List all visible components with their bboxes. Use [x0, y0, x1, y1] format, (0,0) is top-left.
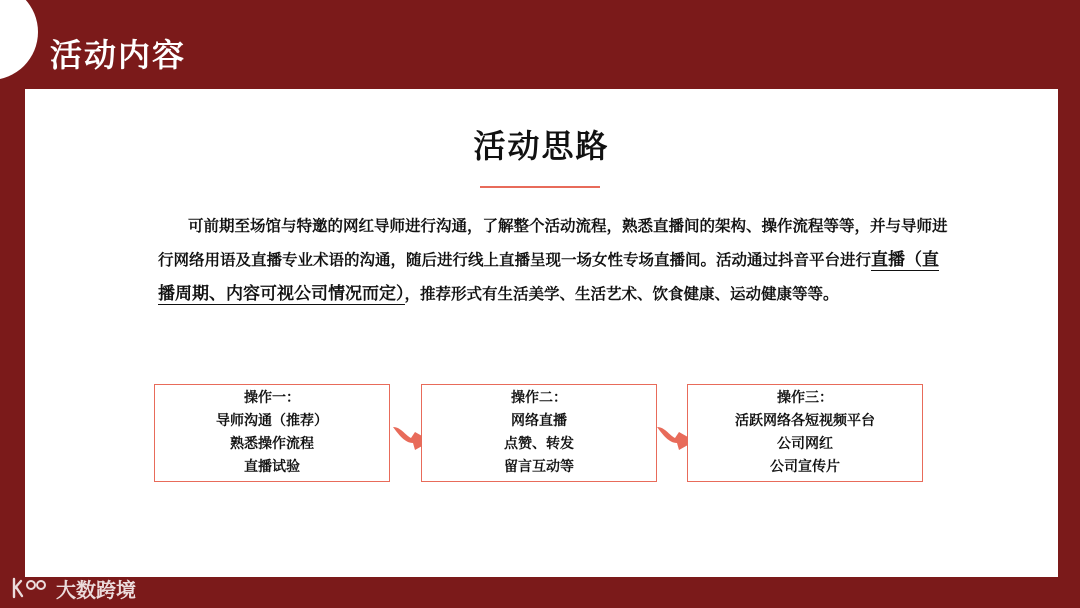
k100-logo-icon — [10, 576, 50, 600]
description-emphasis: 直播（直播周期、内容可视公司情况而定） — [158, 250, 940, 304]
operation-line: 导师沟通（推荐） — [216, 413, 328, 429]
title-underline — [480, 186, 600, 188]
operation-box-3 — [687, 384, 923, 482]
operation-line: 熟悉操作流程 — [230, 436, 314, 452]
section-title: 活动思路 — [473, 127, 610, 165]
operation-title: 操作一： — [244, 390, 300, 406]
operation-line: 公司网红 — [777, 436, 833, 452]
operation-line: 公司宣传片 — [770, 459, 840, 475]
operation-box-1 — [154, 384, 390, 482]
operation-line: 留言互动等 — [504, 459, 574, 475]
operation-line: 网络直播 — [511, 413, 567, 429]
description-text-2: ，推荐形式有生活美学、生活艺术、饮食健康、运动健康等等。 — [404, 285, 839, 303]
operation-line: 点赞、转发 — [504, 436, 574, 452]
corner-decoration — [0, 0, 38, 80]
operation-title: 操作二： — [511, 390, 567, 406]
operation-line: 直播试验 — [244, 459, 300, 475]
watermark — [10, 574, 136, 602]
description-paragraph — [158, 209, 948, 311]
operation-line: 活跃网络各短视频平台 — [735, 413, 875, 429]
watermark-text: 大数跨境 — [56, 577, 136, 602]
description-text-1: 可前期至场馆与特邀的网红导师进行沟通，了解整个活动流程，熟悉直播间的架构、操作流程等等，并与导师进行网络用语及直播专业术语的沟通，随后进行线上直播呈现一场女性专场直播间。活动通过抖音平台进行 — [158, 217, 948, 269]
operation-box-2 — [421, 384, 657, 482]
page-title: 活动内容 — [50, 36, 187, 74]
content-panel — [25, 89, 1058, 577]
operation-title: 操作三： — [777, 390, 833, 406]
